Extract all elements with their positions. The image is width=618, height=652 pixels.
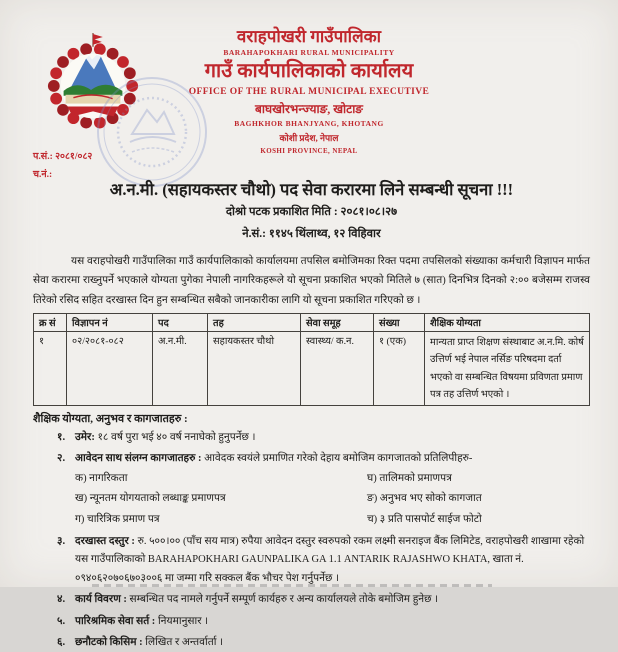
patra-sankhya-label: प.सं.: bbox=[33, 152, 53, 162]
chalani-label: च.नं.: bbox=[33, 170, 53, 181]
list-item-documents: २. आवेदन साथ संलग्न कागजातहरु : आवेदक स्वयंले प्रमाणित गरेको देहाय बमोजिम कागजातको प्रतिलिपीहरु- bbox=[57, 453, 473, 465]
requirements-heading: शैक्षिक योग्यता, अनुभव र कागजातहरु : bbox=[33, 412, 188, 425]
address-np: बाघखोरभन्ज्याङ, खोटाङ bbox=[255, 102, 363, 117]
notice-paragraph: यस वराहपोखरी गाउँपालिका गाउँ कार्यपालिकाको कार्यालयमा तपसिल बमोजिमका रिक्त पदमा तपसिलको संख्याका कर्मचारी विज्ञापन मार्फत सेवा करारमा राख्नुपर्ने भएकाले योग्यता पुगेका नेपाली नागरिकहरूले यो सूचना प्रकाशित भएको मितिले ७ (सात) दिनभित्र दिनको २:०० बजेसम्म राजस्व तिरेको रसिद सहित दरखास्त दिन हुन सम्बन्धित सबैको जानकारीका लागि यो सूचना प्रकाशित गरिएको छ । bbox=[33, 256, 590, 306]
office-name-en: OFFICE OF THE RURAL MUNICIPAL EXECUTIVE bbox=[188, 87, 430, 98]
cell-count: १ (एक) bbox=[374, 332, 425, 406]
vacancy-table-header-row bbox=[34, 314, 590, 332]
vacancy-table bbox=[33, 313, 590, 406]
doc-training-certificate: घ) तालिमको प्रमाणपत्र bbox=[367, 472, 452, 484]
municipality-name-en: BARAHAPOKHARI RURAL MUNICIPALITY bbox=[223, 48, 395, 58]
clipped-text-line bbox=[92, 584, 492, 587]
letterhead bbox=[0, 26, 618, 156]
province-np: कोशी प्रदेश, नेपाल bbox=[279, 133, 339, 144]
list-item-fee: ३. दरखास्त दस्तुर : रु. ५००।०० (पाँच सय मात्र) रुपैया आवेदन दस्तुर स्वरुपको रकम लक्ष्मी सनराइज बैंक लिमिटेड, वराहपोखरी शाखामा रहेको यस गाउँपालिकाको BARAHAPOKHARI GAUNPALIKA GA 1.1 ANTARIK RAJASHWO KHATA, खाता नं. ०९४०६२०७०६७०३००६ मा जम्मा गरि सक्कल बैंक भौचर पेश गर्नुपर्नेछ । bbox=[57, 536, 585, 584]
col-header-post: पद bbox=[153, 314, 208, 332]
list-item-age: १. उमेर: १८ वर्ष पुरा भई ४० वर्ष ननाघेको हुनुपर्नेछ । bbox=[57, 431, 256, 443]
cell-advert-no: ०२/२०८१-०८२ bbox=[67, 332, 153, 406]
document-checklist bbox=[75, 469, 590, 530]
doc-experience: ङ) अनुभव भए सोको कागजात bbox=[367, 493, 482, 505]
cell-qualification: मान्यता प्राप्त शिक्षण संस्थाबाट अ.न.मि. कोर्ष उत्तिर्ण भई नेपाल नर्सिङ परिषदमा दर्ता भएको वा सम्बन्धित विषयमा प्रविणता प्रमाण पत्र तह उत्तिर्ण भएको । bbox=[425, 332, 590, 406]
list-item-selection-type: ६. छनौटको किसिम : लिखित र अन्तर्वार्ता । bbox=[57, 636, 224, 648]
vacancy-table-row bbox=[34, 332, 590, 406]
notice-title: अ.न.मी. (सहायकस्तर चौथो) पद सेवा करारमा लिने सम्बन्धी सूचना !!! bbox=[109, 180, 514, 199]
doc-passport-photos: च) ३ प्रति पासपोर्ट साईज फोटो bbox=[367, 513, 482, 525]
address-en: BAGHKHOR BHANJYANG, KHOTANG bbox=[234, 119, 384, 129]
cell-level: सहायकस्तर चौथो bbox=[208, 332, 301, 406]
cell-service-group: स्वास्थ्य/ क.न. bbox=[301, 332, 374, 406]
municipality-name-np: वराहपोखरी गाउँपालिका bbox=[236, 27, 382, 46]
doc-character-certificate: ग) चारित्रिक प्रमाण पत्र bbox=[75, 513, 160, 525]
doc-marksheet: ख) न्यूनतम योगयताको लब्धाङ्क प्रमाणपत्र bbox=[75, 493, 226, 505]
patra-sankhya-line bbox=[33, 148, 92, 166]
col-header-qualification: शैक्षिक योग्यता bbox=[425, 314, 590, 332]
col-header-service-group: सेवा समूह bbox=[301, 314, 374, 332]
list-item-job-description: ४. कार्य विवरण : सम्बन्धित पद नामले गर्नुपर्ने सम्पूर्ण कार्यहरु र अन्य कार्यालयले तोके बमोजिम हुनेछ । bbox=[57, 594, 439, 606]
notice-body bbox=[33, 179, 590, 652]
col-header-level: तह bbox=[208, 314, 301, 332]
col-header-sn: क्र सं bbox=[34, 314, 67, 332]
office-name-np: गाउँ कार्यपालिकाको कार्यालय bbox=[204, 60, 414, 83]
patra-sankhya-value: २०८१/०८२ bbox=[55, 152, 93, 162]
cell-sn: १ bbox=[34, 332, 67, 406]
cell-post: अ.न.मी. bbox=[153, 332, 208, 406]
published-date-line: दोश्रो पटक प्रकाशित मिति : २०८१।०८।२७ bbox=[225, 206, 398, 219]
doc-citizenship: क) नागरिकता bbox=[75, 472, 128, 484]
province-en: KOSHI PROVINCE, NEPAL bbox=[260, 146, 358, 155]
list-item-remuneration: ५. पारिश्रमिक सेवा सर्त : नियमानुसार । bbox=[57, 615, 209, 627]
col-header-count: संख्या bbox=[374, 314, 425, 332]
nepal-sambat-line: ने.सं.: ११४५ थिंलाथ्व, १२ विहिवार bbox=[242, 228, 381, 241]
col-header-advert-no: विज्ञापन नं bbox=[67, 314, 153, 332]
